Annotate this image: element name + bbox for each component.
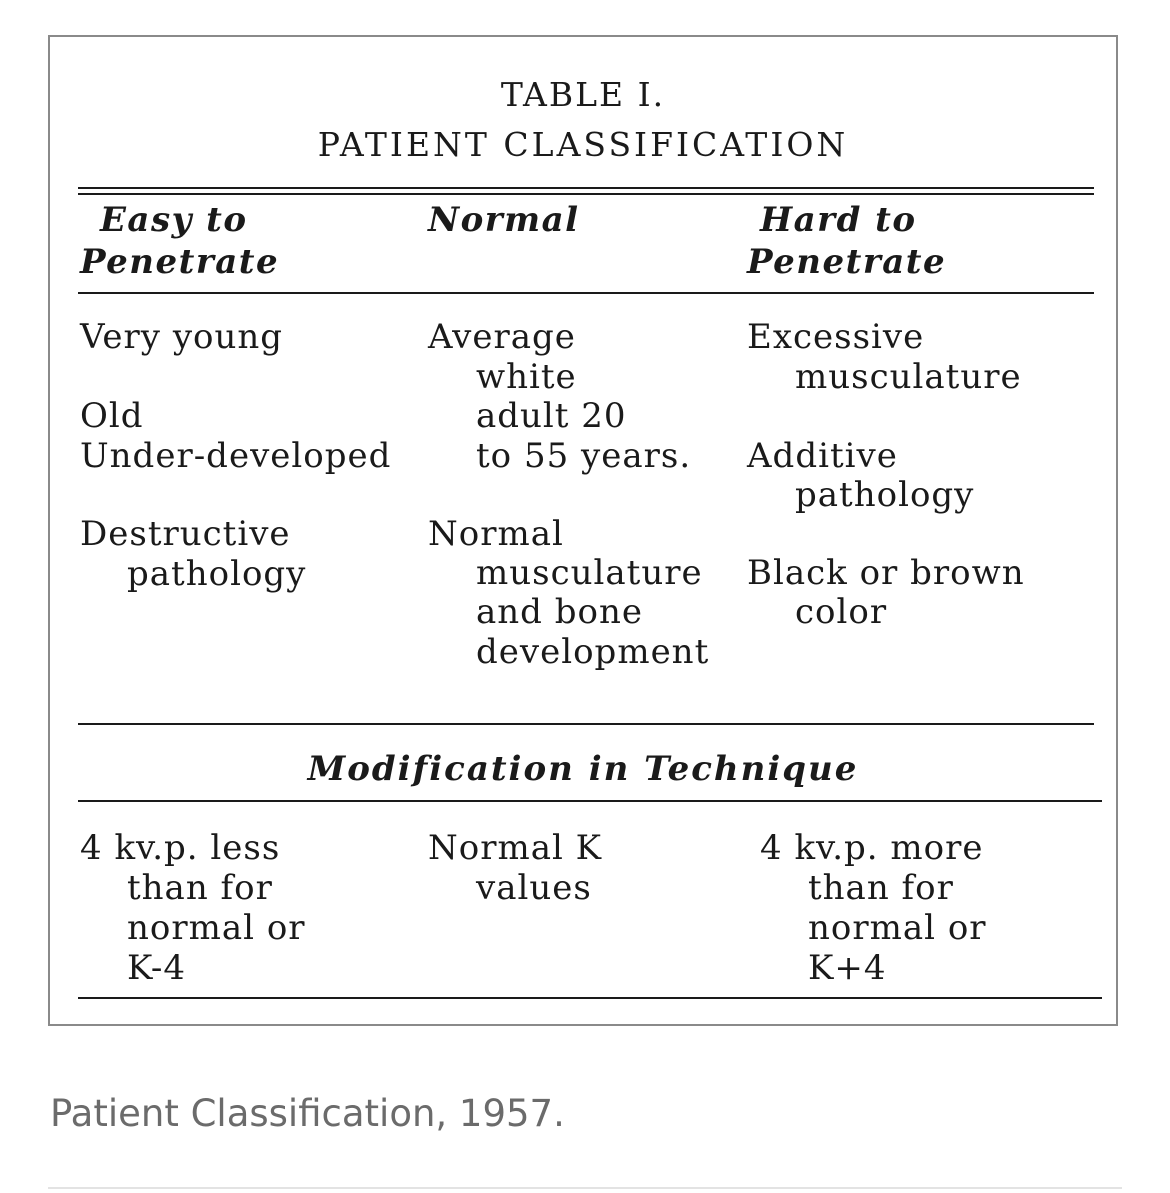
header-hard-line1: Hard to bbox=[760, 200, 917, 240]
header-normal: Normal bbox=[428, 200, 580, 240]
mod-normal-line1: Normal K bbox=[428, 828, 603, 868]
mod-easy-line4: K-4 bbox=[127, 948, 187, 988]
hard-excessive-line2: musculature bbox=[795, 357, 1022, 397]
mod-easy-line1: 4 kv.p. less bbox=[80, 828, 281, 868]
header-easy-line1: Easy to bbox=[100, 200, 248, 240]
mod-easy-line3: normal or bbox=[127, 908, 306, 948]
easy-very-young: Very young bbox=[80, 317, 284, 357]
modification-title: Modification in Technique bbox=[307, 749, 859, 789]
mod-hard-line2: than for bbox=[808, 868, 954, 908]
hard-additive-line2: pathology bbox=[795, 475, 975, 515]
table-title: PATIENT CLASSIFICATION bbox=[317, 125, 849, 164]
header-hard-line2: Penetrate bbox=[747, 242, 947, 282]
normal-average-line4: to 55 years. bbox=[476, 436, 692, 476]
header-rule bbox=[78, 292, 1094, 294]
normal-average-line2: white bbox=[476, 357, 577, 397]
bottom-table-rule bbox=[78, 997, 1102, 999]
hard-excessive-line1: Excessive bbox=[747, 317, 925, 357]
mod-easy-line2: than for bbox=[127, 868, 273, 908]
modification-rule bbox=[78, 800, 1102, 802]
header-easy-line2: Penetrate bbox=[80, 242, 280, 282]
caption-divider bbox=[48, 1187, 1122, 1189]
normal-average-line1: Average bbox=[428, 317, 576, 357]
mod-normal-line2: values bbox=[476, 868, 592, 908]
table-number: TABLE I. bbox=[500, 75, 666, 114]
easy-old: Old bbox=[80, 396, 144, 436]
section-rule bbox=[78, 723, 1094, 725]
normal-average-line3: adult 20 bbox=[476, 396, 627, 436]
easy-destructive-line2: pathology bbox=[127, 554, 307, 594]
normal-musculature-line1: Normal bbox=[428, 514, 564, 554]
hard-black-line2: color bbox=[795, 592, 888, 632]
image-caption: Patient Classification, 1957. bbox=[50, 1092, 565, 1135]
easy-destructive-line1: Destructive bbox=[80, 514, 291, 554]
normal-musculature-line3: and bone bbox=[476, 592, 643, 632]
top-rule-lower bbox=[78, 193, 1094, 195]
mod-hard-line1: 4 kv.p. more bbox=[760, 828, 984, 868]
mod-hard-line4: K+4 bbox=[808, 948, 887, 988]
hard-black-line1: Black or brown bbox=[747, 553, 1025, 593]
normal-musculature-line2: musculature bbox=[476, 553, 703, 593]
hard-additive-line1: Additive bbox=[747, 436, 898, 476]
table-image-frame bbox=[48, 35, 1118, 1026]
easy-under-developed: Under-developed bbox=[80, 436, 392, 476]
top-rule-upper bbox=[78, 187, 1094, 189]
normal-musculature-line4: development bbox=[476, 632, 710, 672]
mod-hard-line3: normal or bbox=[808, 908, 987, 948]
